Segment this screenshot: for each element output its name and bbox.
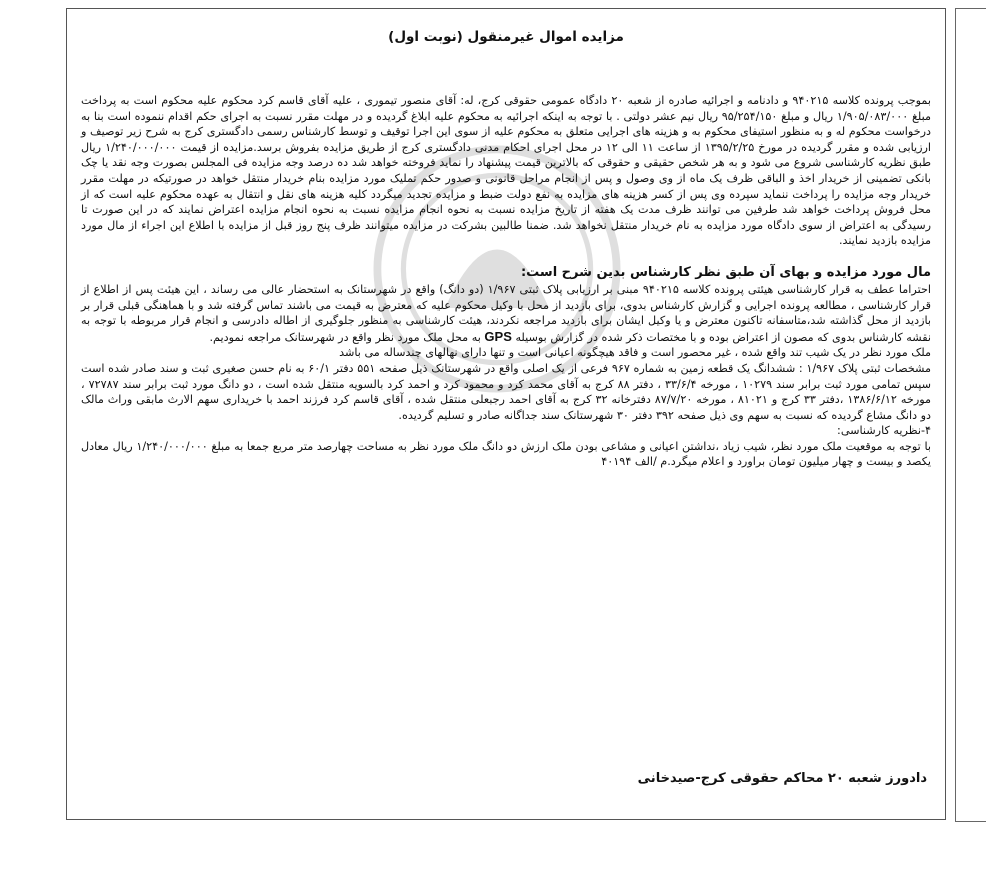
intro-paragraph: بموجب پرونده کلاسه ۹۴۰۲۱۵ و دادنامه و اجرائیه صادره از شعبه ۲۰ دادگاه عمومی حقوقی کرج، له: آقای منصور تیموری ، علیه آقای قاسم کرد محکوم علیه محکوم است به پرداخت مبلغ ۱/۹۰۵/۰۸۳/۰۰۰ ریال و مبلغ ۹۵/۲۵۴/۱۵۰ ریال نیم عشر دولتی . با توجه به اینکه اجرائیه به محکوم علیه ابلاغ گردیده و در مهلت مقرر نسبت به اجرای حکم اقدام ننموده است بنا به درخواست محکوم له و به منظور استیفای محکوم به و هزینه های اجرایی متعلق به محکوم علیه از سوی این اجرا توقیف و توسط کارشناس رسمی دادگستری کرج به شرح زیر توصیف و ارزیابی شده و مقرر گردیده در مورخ ۱۳۹۵/۲/۲۵ از ساعت ۱۱ الی ۱۲ در محل اجرای احکام مدنی دادگستری کرج از طریق مزایده بفروش برسد.مزایده از قیمت ۱/۲۴۰/۰۰۰/۰۰۰ ریال طبق نظریه کارشناسی شروع می شود و به هر شخص حقیقی و حقوقی که بالاترین قیمت پیشنهاد را نماید فروخته خواهد شد ده درصد وجه مزایده فی المجلس بصورت وجه نقد یا چک بانکی تضمینی از خریدار اخذ و الباقی ظرف یک ماه از وی وصول و پس از انجام مراحل قانونی و صدور حکم تملیک مورد مزایده بنام خریدار منتقل خواهد در صورتیکه در مهلت مقرر خریدار وجه مزایده را پرداخت ننماید سپرده وی پس از کسر هزینه های مزایده به نفع دولت ضبط و مزایده تجدید میگردد کلیه هزینه های نقل و انتقال به عهده محکوم علیه است که از محل فروش پرداخت خواهد شد طرفین می توانند ظرف مدت یک هفته از تاریخ مزایده نسبت به نحوه انجام مزایده نسبت به نحوه انجام مزایده اعتراض نمایند که در این صورت تا رسیدگی به اعتراض از سوی دادگاه مورد مزایده به نام خریدار منتقل نخواهد شد. ضمنا طالبین بشرکت در مزایده میتوانند ظرف پنج روز قبل از مزایده با اطلاع این اجراء از مال مورد مزایده بازدید نمایند. — [81, 94, 932, 248]
notice-body — [81, 29, 931, 470]
expert-opinion-paragraph: با توجه به موقعیت ملک مورد نظر، شیب زیاد ،نداشتن اعیانی و مشاعی بودن ملک ارزش دو دانگ ملک مورد نظر به مساحت چهارصد متر مربع جمعا به مبلغ ۱/۲۴۰/۰۰۰/۰۰۰ ریال معادل یکصد و بیست و چهار میلیون تومان براورد و اعلام میگرد.م /الف ۴۰۱۹۴ — [81, 439, 931, 469]
assessment-text-before-gps: احتراما عطف به قرار کارشناسی هیئتی پرونده کلاسه ۹۴۰۲۱۵ مبنی بر ارزیابی پلاک ثبتی ۱/۹۶۷ (دو دانگ) واقع در شهرستانک به استحضار عالی می رساند ، این هیئت پس از اطلاع از قرار کارشناسی ، مطالعه پرونده اجرایی و گزارش کارشناس بدوی، برای بازدید از محل با وکیل محکوم علیه که معترض به قیمت می باشند تماس گرفته شد و با هماهنگی قبلی قرار بر بازدید از محل گذاشته شد،متاسفانه تاکنون معترض و یا وکیل ایشان برای بازدید مراجعه نکردند، هیئت کارشناسی به منظور جلوگیری از اطاله دادرسی و انجام قرار مربوطه با توجه به نقشه کارشناس بدوی که مصون از اعتراض بوده و با مختصات ذکر شده در گزارش بوسیله — [81, 282, 931, 344]
notice-title: مزایده اموال غیرمنقول (نوبت اول) — [388, 29, 624, 45]
registration-paragraph: مشخصات ثبتی پلاک ۱/۹۶۷ : ششدانگ یک قطعه زمین به شماره ۹۶۷ فرعی از یک اصلی واقع در شهرستانک ذیل صفحه ۵۵۱ دفتر ۶۰/۱ به نام حسن صغیری ثبت و سند صادر شده است سپس تمامی مورد ثبت برابر سند ۱۰۲۷۹ ، مورخه ۳۳/۶/۴ ، دفتر ۸۸ کرج به آقای محمد کرد و محمود کرد و احمد کرد بالسویه منتقل شده است ، دو دانگ مورد ثبت برابر سند ۷۲۷۸۷ ، مورخه ۱۳۸۶/۶/۱۲ ،دفتر ۳۳ کرج و ۸۱۰۲۱ ، مورخه ۸۷/۷/۲۰ دفترخانه ۳۲ کرج به آقای احمد رجبعلی منتقل شده ، آقای قاسم کرد فرزند احمد با خریداری سهم الارث مابقی وراث مالک دو دانگ مشاع گردیده که نسبت به سهم وی ذیل صفحه ۳۹۲ دفتر ۳۰ شهرستانک سند جداگانه صادر و تسلیم گردیده. — [81, 361, 932, 422]
assessment-paragraph-1 — [81, 282, 931, 345]
assessment-text-after-gps: به محل ملک مورد نظر واقع در شهرستانک مراجعه نمودیم. — [209, 330, 481, 344]
expert-opinion-title: ۴-نظریه کارشناسی: — [837, 424, 931, 438]
signature-line: دادورز شعبه ۲۰ محاکم حقوقی کرج-صیدخانی — [637, 771, 927, 786]
adjacent-page-edge — [955, 8, 986, 822]
notice-frame — [66, 8, 946, 820]
section-heading: مال مورد مزایده و بهای آن طبق نظر کارشناس بدین شرح است: — [520, 264, 931, 280]
assessment-paragraph-2: ملک مورد نظر در یک شیب تند واقع شده ، غیر محصور است و فاقد هیچگونه اعیانی است و تنها دارای نهالهای چندساله می باشد — [339, 346, 931, 360]
gps-label: GPS — [484, 328, 512, 344]
